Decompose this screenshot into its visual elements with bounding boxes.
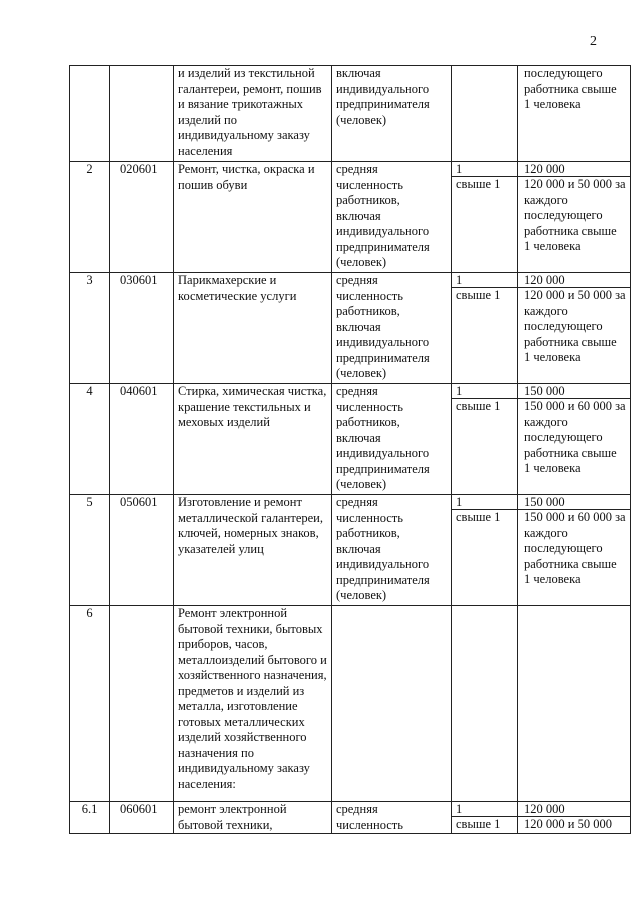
table-row bbox=[70, 273, 631, 384]
activity-name: Ремонт, чистка, окраска и пошив обуви bbox=[174, 162, 332, 273]
table-row bbox=[70, 606, 631, 802]
indicator-threshold: 1 bbox=[452, 495, 517, 510]
indicator-threshold-cell bbox=[452, 495, 518, 606]
indicator-threshold: свыше 1 bbox=[456, 510, 501, 524]
row-number bbox=[70, 66, 110, 162]
physical-indicator bbox=[332, 606, 452, 802]
physical-indicator: средняя численность работников, включая индивидуального предпринимателя (человек) bbox=[332, 495, 452, 606]
indicator-threshold bbox=[452, 606, 518, 802]
physical-indicator: включая индивидуального предпринимателя (человек) bbox=[332, 66, 452, 162]
potential-income-amount: 150 000 bbox=[518, 384, 630, 399]
potential-income-amount: 120 000 bbox=[518, 162, 630, 177]
potential-income-amount bbox=[518, 606, 631, 802]
table-row bbox=[70, 384, 631, 495]
potential-income-cell bbox=[518, 273, 631, 384]
indicator-threshold: 1 bbox=[452, 162, 517, 177]
potential-income-cell bbox=[518, 495, 631, 606]
table-row bbox=[70, 66, 631, 162]
potential-income-cell bbox=[518, 384, 631, 495]
indicator-threshold: свыше 1 bbox=[456, 817, 501, 831]
row-number: 4 bbox=[70, 384, 110, 495]
indicator-threshold-cell bbox=[452, 802, 518, 834]
activity-name: Изготовление и ремонт металлической галантереи, ключей, номерных знаков, указателей улиц bbox=[174, 495, 332, 606]
row-number: 2 bbox=[70, 162, 110, 273]
row-number: 3 bbox=[70, 273, 110, 384]
potential-income-amount: последующего работника свыше 1 человека bbox=[518, 66, 631, 162]
physical-indicator: средняя численность работников, включая индивидуального предпринимателя (человек) bbox=[332, 273, 452, 384]
potential-income-amount: 150 000 и 60 000 за каждого последующего работника свыше 1 человека bbox=[524, 399, 626, 475]
row-number: 6.1 bbox=[70, 802, 110, 834]
row-number: 5 bbox=[70, 495, 110, 606]
physical-indicator: средняя численность bbox=[332, 802, 452, 834]
potential-income-amount: 120 000 bbox=[518, 273, 630, 288]
table-row bbox=[70, 495, 631, 606]
page-number: 2 bbox=[590, 34, 597, 49]
activity-code: 050601 bbox=[110, 495, 174, 606]
tariff-table bbox=[69, 65, 631, 834]
activity-name: Ремонт электронной бытовой техники, бытовых приборов, часов, металлоизделий бытового и хозяйственного назначения, предметов и изделий из металла, изготовление готовых металлических изделий хозяйственного назначения по индивидуальному заказу населения: bbox=[174, 606, 332, 802]
table-row bbox=[70, 802, 631, 834]
indicator-threshold: 1 bbox=[452, 273, 517, 288]
activity-code bbox=[110, 66, 174, 162]
row-number: 6 bbox=[70, 606, 110, 802]
activity-name: и изделий из текстильной галантереи, ремонт, пошив и вязание трикотажных изделий по индивидуальному заказу населения bbox=[174, 66, 332, 162]
physical-indicator: средняя численность работников, включая индивидуального предпринимателя (человек) bbox=[332, 384, 452, 495]
activity-name: Стирка, химическая чистка, крашение текстильных и меховых изделий bbox=[174, 384, 332, 495]
indicator-threshold-cell bbox=[452, 162, 518, 273]
activity-code: 030601 bbox=[110, 273, 174, 384]
activity-name: Парикмахерские и косметические услуги bbox=[174, 273, 332, 384]
potential-income-amount: 120 000 bbox=[518, 802, 630, 817]
potential-income-amount: 120 000 и 50 000 за каждого последующего работника свыше 1 человека bbox=[524, 177, 626, 253]
activity-name: ремонт электронной бытовой техники, bbox=[174, 802, 332, 834]
activity-code: 040601 bbox=[110, 384, 174, 495]
indicator-threshold: свыше 1 bbox=[456, 288, 501, 302]
indicator-threshold: 1 bbox=[452, 384, 517, 399]
indicator-threshold: 1 bbox=[452, 802, 517, 817]
activity-code: 060601 bbox=[110, 802, 174, 834]
indicator-threshold: свыше 1 bbox=[456, 399, 501, 413]
activity-code: 020601 bbox=[110, 162, 174, 273]
indicator-threshold: свыше 1 bbox=[456, 177, 501, 191]
potential-income-amount: 150 000 и 60 000 за каждого последующего работника свыше 1 человека bbox=[524, 510, 626, 586]
potential-income-amount: 120 000 и 50 000 bbox=[524, 817, 612, 831]
indicator-threshold bbox=[452, 66, 518, 162]
indicator-threshold-cell bbox=[452, 384, 518, 495]
potential-income-amount: 150 000 bbox=[518, 495, 630, 510]
potential-income-amount: 120 000 и 50 000 за каждого последующего работника свыше 1 человека bbox=[524, 288, 626, 364]
potential-income-cell bbox=[518, 162, 631, 273]
potential-income-cell bbox=[518, 802, 631, 834]
physical-indicator: средняя численность работников, включая индивидуального предпринимателя (человек) bbox=[332, 162, 452, 273]
indicator-threshold-cell bbox=[452, 273, 518, 384]
activity-code bbox=[110, 606, 174, 802]
table-row bbox=[70, 162, 631, 273]
